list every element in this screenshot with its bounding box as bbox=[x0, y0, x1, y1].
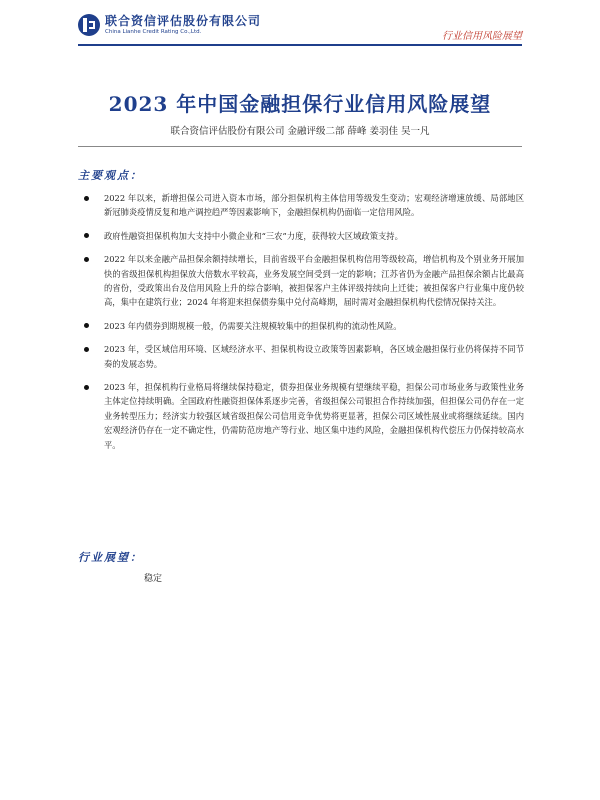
header-divider bbox=[78, 44, 522, 46]
key-point: 2022 年以来，新增担保公司进入资本市场，部分担保机构主体信用等级发生变动；宏观经济增速放缓、局部地区新冠肺炎疫情反复和地产调控趋严等因素影响下，金融担保机构仍面临一定信用风险。 bbox=[84, 191, 524, 220]
key-point: 2023 年，担保机构行业格局将继续保持稳定，债券担保业务规模有望继续平稳，担保公司市场业务与政策性业务主体定位持续明确。全国政府性融资担保体系逐步完善，省级担保公司银担合作持续加强，但担保公司仍存在一定业务转型压力；经济实力较强区域省级担保公司信用竞争优势将更显著，担保公司区域性展业或将继续延续。国内宏观经济仍存在一定不确定性，仍需防范房地产等行业、地区集中违约风险，金融担保机构代偿压力仍保持较高水平。 bbox=[84, 380, 524, 452]
logo-english-name: China Lianhe Credit Rating Co.,Ltd. bbox=[105, 28, 202, 35]
industry-outlook-value: 稳定 bbox=[144, 574, 163, 584]
logo-icon bbox=[78, 14, 100, 36]
report-authors: 联合资信评估股份有限公司 金融评级二部 薛峰 姜羽佳 吴一凡 bbox=[170, 126, 430, 137]
key-points-list bbox=[84, 191, 524, 461]
key-point: 2023 年内债券到期规模一般，仍需要关注规模较集中的担保机构的流动性风险。 bbox=[84, 319, 524, 333]
page-header bbox=[0, 0, 600, 48]
header-report-type: 行业信用风险展望 bbox=[442, 31, 522, 42]
key-point: 政府性融资担保机构加大支持中小微企业和“三农”力度，获得较大区域政策支持。 bbox=[84, 229, 524, 243]
logo-chinese-name: 联合资信评估股份有限公司 bbox=[105, 13, 262, 28]
industry-outlook-heading: 行业展望： bbox=[78, 551, 143, 564]
company-logo bbox=[78, 14, 261, 36]
report-title: 2023 年中国金融担保行业信用风险展望 bbox=[108, 92, 492, 116]
key-point: 2023 年，受区域信用环境、区域经济水平、担保机构设立政策等因素影响，各区域金融担保行业仍将保持不同节奏的发展态势。 bbox=[84, 342, 524, 371]
title-divider bbox=[78, 146, 522, 147]
key-points-heading: 主要观点： bbox=[78, 169, 143, 182]
key-point: 2022 年以来金融产品担保余额持续增长，目前省级平台金融担保机构信用等级较高，增信机构及个别业务开展加快的省级担保机构担保放大倍数水平较高，业务发展空间受到一定的影响；江苏省仍为金融产品担保余额占比最高的省份，受政策出台及信用风险上升的综合影响，被担保客户主体评级持续向上迁徙；被担保客户行业集中度仍较高，集中在建筑行业；2024 年将迎来担保债券集中兑付高峰期，届时需对金融担保机构代偿情况保持关注。 bbox=[84, 252, 524, 310]
